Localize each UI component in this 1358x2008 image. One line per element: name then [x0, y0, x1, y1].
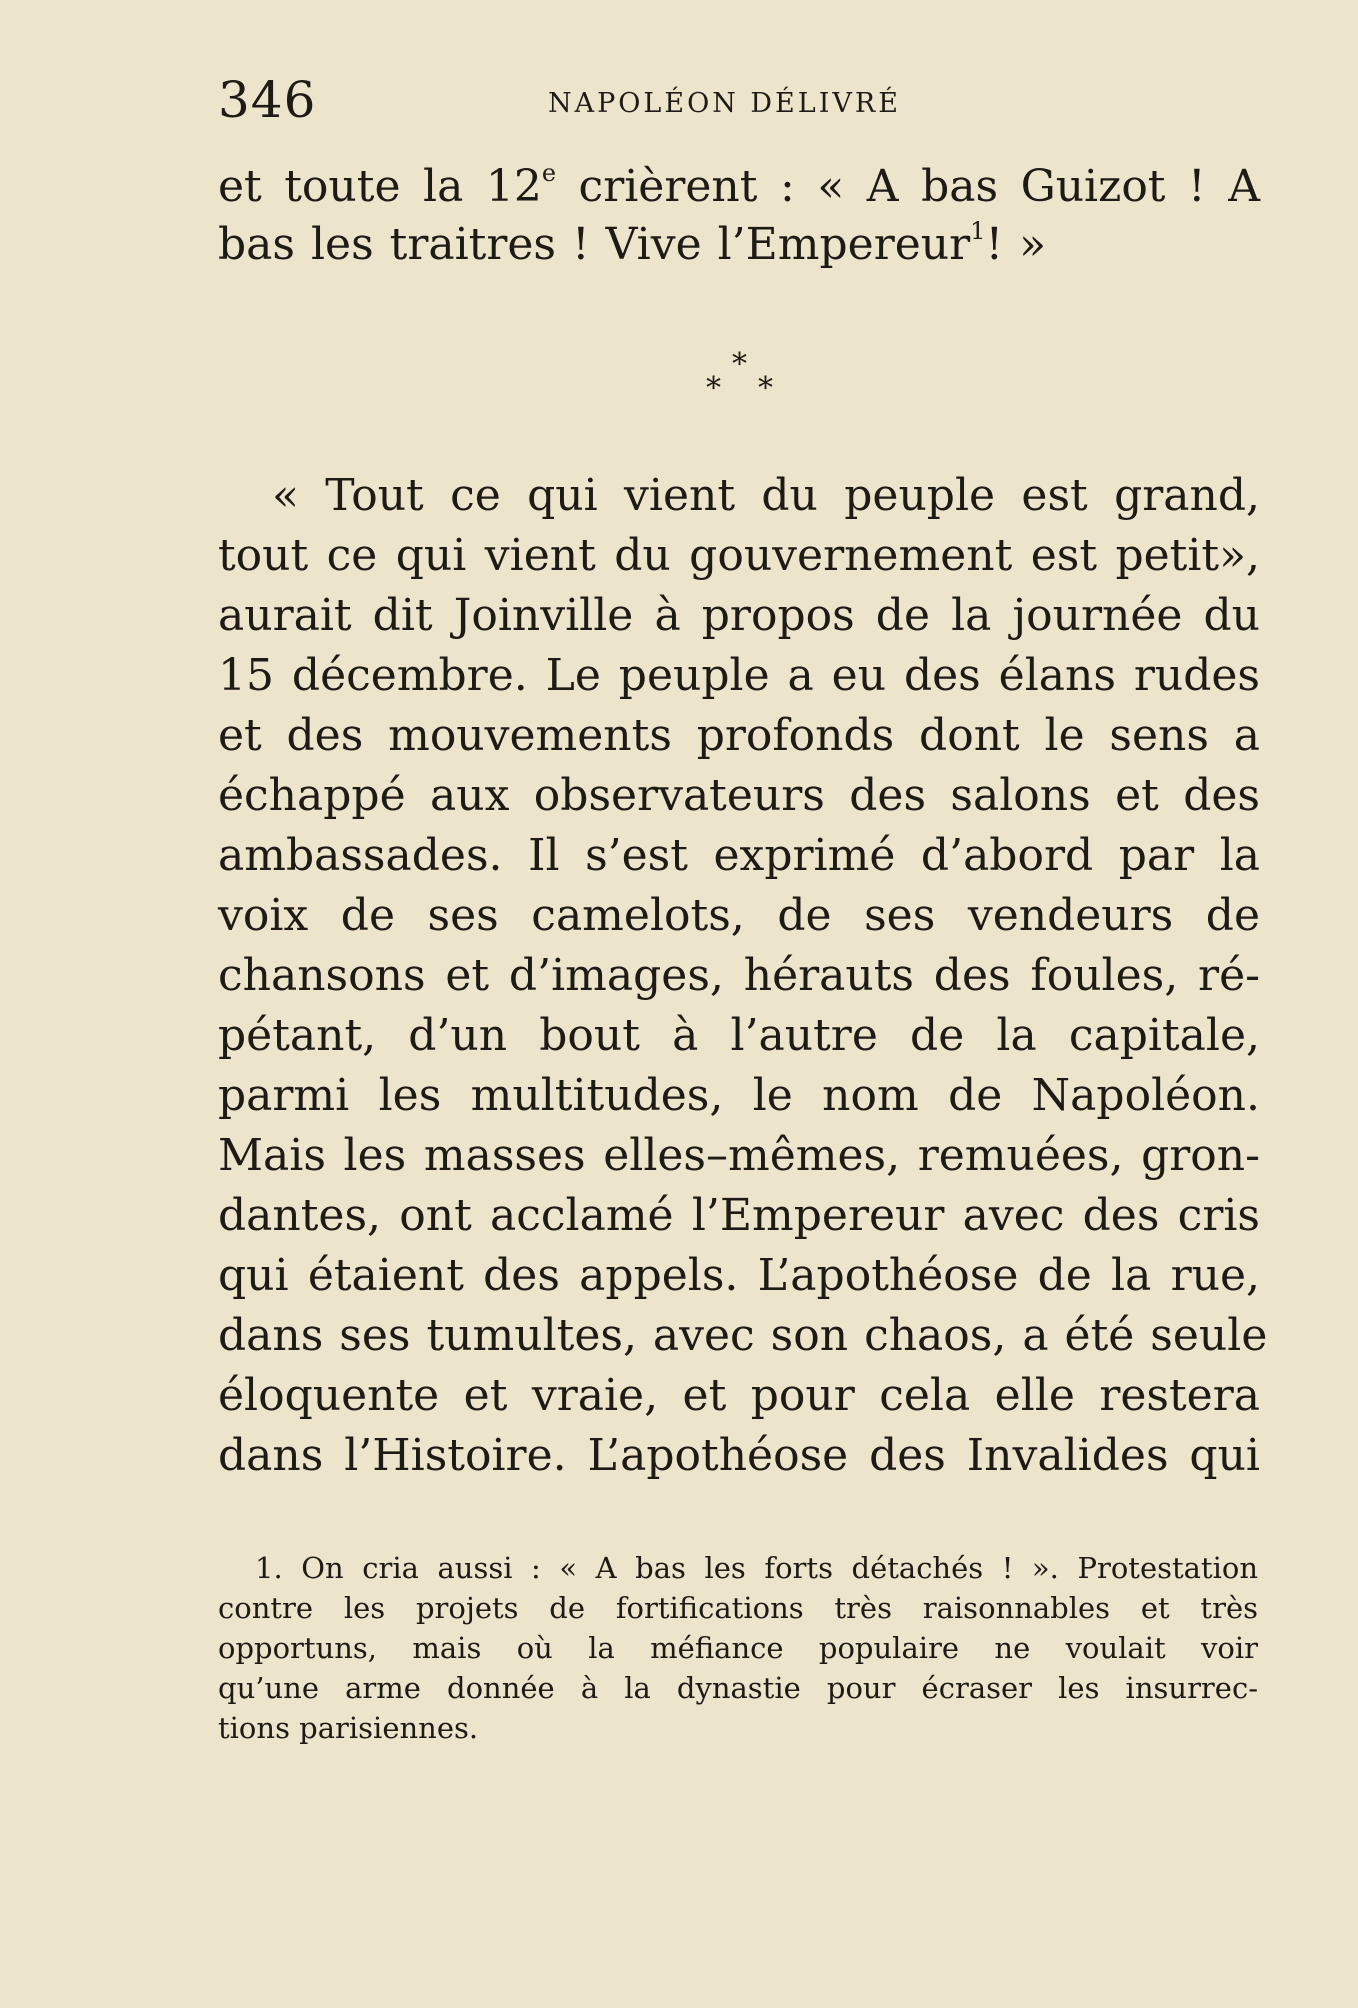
paragraph-line: « Tout ce qui vient du peuple est grand,: [272, 470, 1260, 521]
opening-line-1-start: et toute la 12: [218, 161, 542, 212]
page-header: [218, 70, 1268, 130]
paragraph-line: et des mouvements profonds dont le sens a: [218, 710, 1260, 761]
footnote-line: qu’une arme donnée à la dynastie pour écraser les insurrec-: [218, 1671, 1258, 1705]
paragraph-line: dans l’Histoire. L’apothéose des Invalides qui: [218, 1430, 1260, 1481]
running-title: NAPOLÉON DÉLIVRÉ: [548, 88, 901, 119]
footnote-line: tions parisiennes.: [218, 1711, 479, 1745]
footnote-line: 1. On cria aussi : « A bas les forts détachés ! ». Protestation: [255, 1551, 1258, 1585]
paragraph-line: chansons et d’images, hérauts des foules, ré-: [218, 950, 1260, 1001]
paragraph-line: tout ce qui vient du gouvernement est petit»,: [218, 530, 1260, 581]
footnote-line: contre les projets de fortifications très raisonnables et très: [218, 1591, 1258, 1625]
paragraph-line: qui étaient des appels. L’apothéose de la rue,: [218, 1250, 1260, 1301]
asterism-star-right: *: [758, 371, 773, 406]
asterism-star-left: *: [706, 371, 721, 406]
page-number: 346: [218, 71, 317, 129]
superscript-e: e: [541, 159, 557, 188]
paragraph-line: aurait dit Joinville à propos de la journée du: [218, 590, 1260, 641]
paragraph-line: ambassades. Il s’est exprimé d’abord par la: [218, 830, 1260, 881]
opening-line-2: [218, 216, 1260, 274]
paragraph-line: Mais les masses elles–mêmes, remuées, gron-: [218, 1130, 1260, 1181]
paragraph-line: parmi les multitudes, le nom de Napoléon.: [218, 1070, 1260, 1121]
paragraph-line: dans ses tumultes, avec son chaos, a été seule: [218, 1310, 1268, 1361]
opening-line-1: [218, 158, 1260, 216]
paragraph-line: échappé aux observateurs des salons et des: [218, 770, 1260, 821]
opening-line-1-end: crièrent : « A bas Guizot ! A: [556, 161, 1260, 212]
asterism-ornament: [0, 347, 1358, 410]
paragraph-line: pétant, d’un bout à l’autre de la capitale,: [218, 1010, 1260, 1061]
paragraph-line: éloquente et vraie, et pour cela elle restera: [218, 1370, 1260, 1421]
paragraph-line: voix de ses camelots, de ses vendeurs de: [218, 890, 1260, 941]
footnote-line: opportuns, mais où la méfiance populaire ne voulait voir: [218, 1631, 1258, 1665]
opening-line-2-end: ! »: [985, 219, 1047, 270]
paragraph-line: 15 décembre. Le peuple a eu des élans rudes: [218, 650, 1260, 701]
asterism-star-top: *: [732, 347, 747, 382]
opening-line-2-start: bas les traitres ! Vive l’Empereur: [218, 219, 971, 270]
footnote-reference: 1: [970, 217, 986, 246]
paragraph-line: dantes, ont acclamé l’Empereur avec des cris: [218, 1190, 1260, 1241]
